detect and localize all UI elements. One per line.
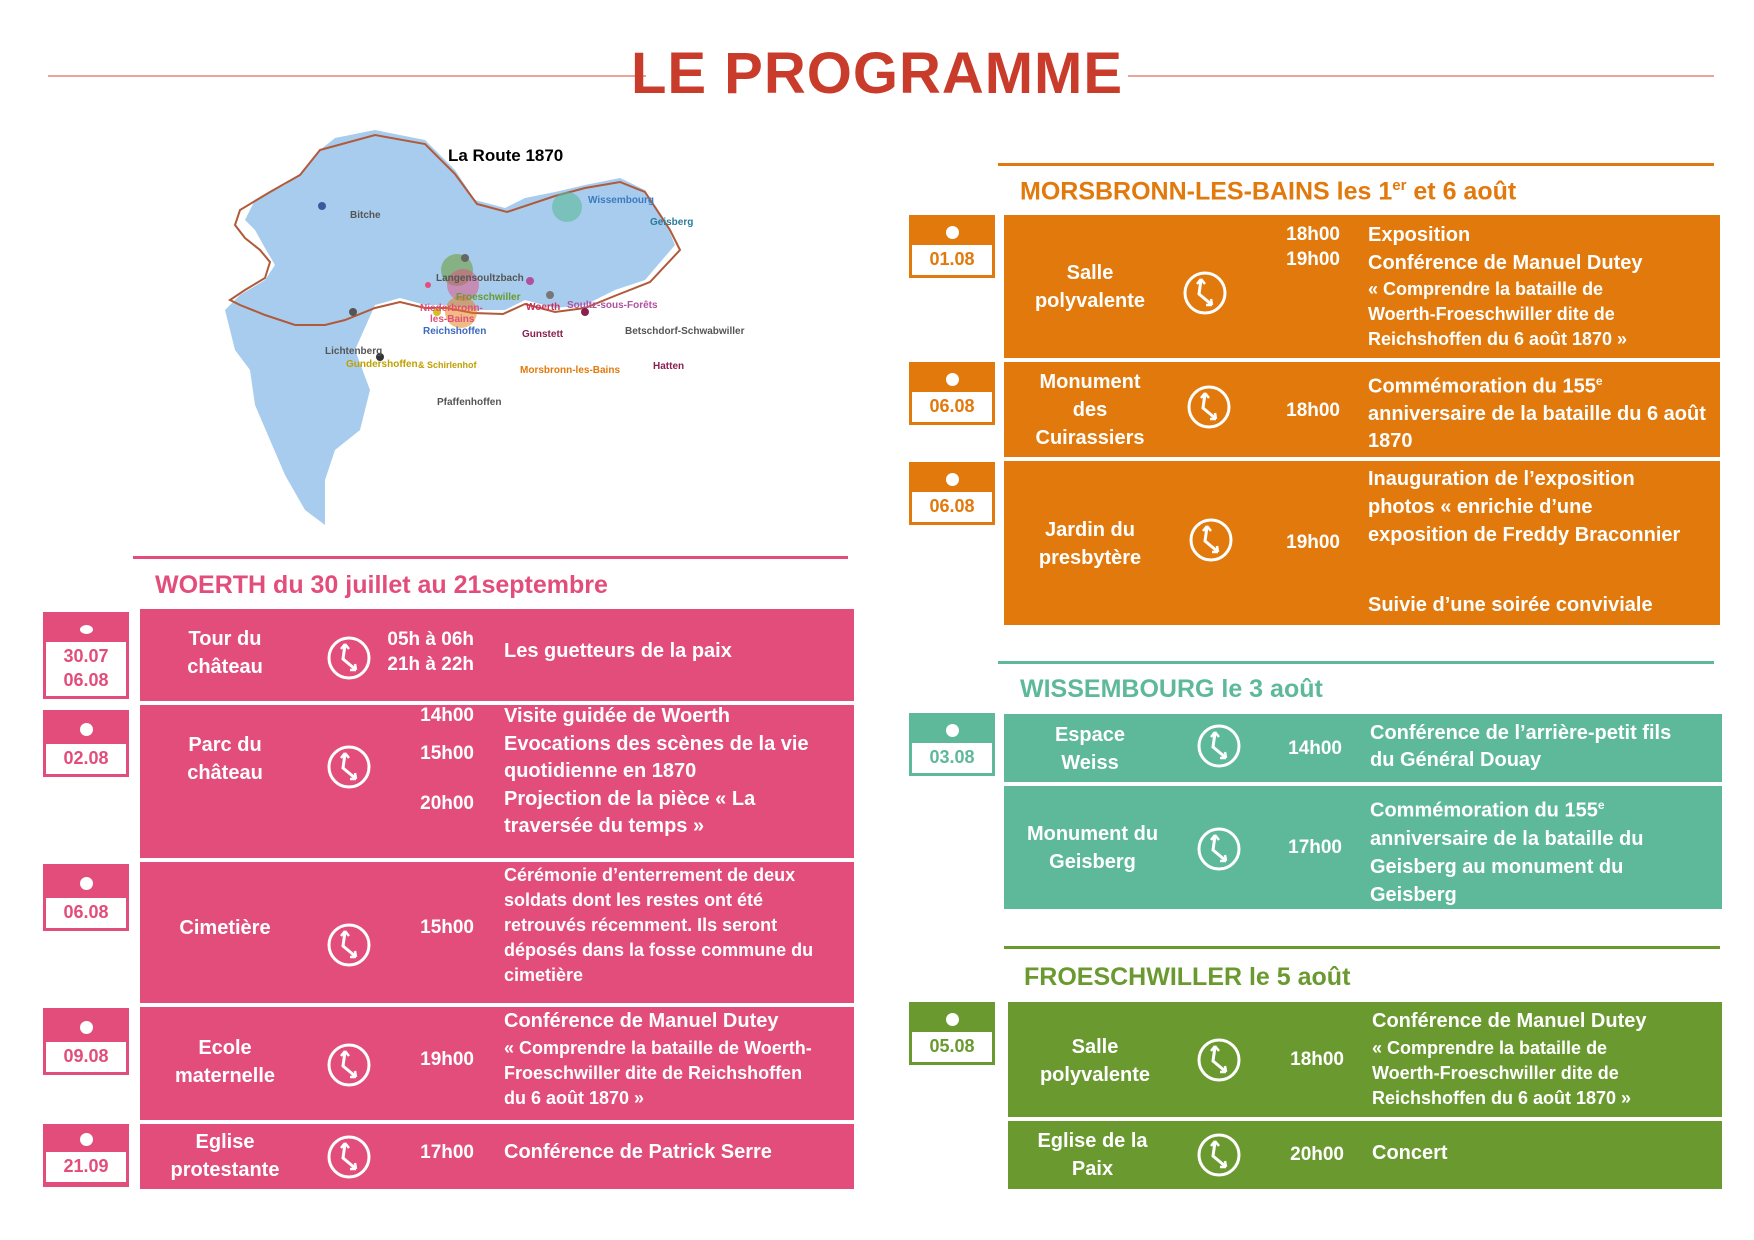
event-desc: Commémoration du 155e anniversaire de la bataille du Geisberg au monument du Geisberg: [1370, 798, 1644, 906]
clock-icon: [326, 922, 372, 968]
clock-icon: [1186, 384, 1232, 430]
time-label: 18h00: [1290, 1049, 1344, 1070]
date-badge: 06.08: [909, 362, 995, 425]
time-label: 18h00 19h00: [1286, 224, 1340, 270]
time-label: 17h00: [420, 1142, 474, 1163]
date-badge: 09.08: [43, 1008, 129, 1075]
event-desc: « Comprendre la bataille de Woerth-Froeschwiller dite de Reichshoffen du 6 août 1870 »: [504, 1038, 812, 1108]
clock-icon: [1196, 1037, 1242, 1083]
time-label: 20h00: [420, 793, 474, 814]
woerth-rule: [133, 556, 848, 559]
event-desc: Les guetteurs de la paix: [504, 640, 732, 662]
map-title: La Route 1870: [448, 146, 564, 165]
time-label: 15h00: [420, 743, 474, 764]
event-desc: « Comprendre la bataille de Woerth-Froeschwiller dite de Reichshoffen du 6 août 1870 »: [1368, 279, 1628, 349]
event-desc: Conférence de Manuel Dutey: [504, 1010, 779, 1032]
event-desc: Inauguration de l’exposition photos « enrichie d’une exposition de Freddy Braconnier: [1368, 468, 1681, 546]
wissembourg-rule: [998, 661, 1714, 664]
event-desc: Cérémonie d’enterrement de deux soldats dont les restes ont été retrouvés récemment. Ils seront déposés dans la fosse commune du cimetière: [504, 865, 814, 985]
event-desc: Suivie d’une soirée conviviale: [1368, 594, 1653, 616]
froeschwiller-rule: [1004, 946, 1720, 949]
date-badge: 06.08: [43, 864, 129, 931]
date-badge: 01.08: [909, 215, 995, 278]
clock-icon: [1196, 1132, 1242, 1178]
time-label: 18h00: [1286, 400, 1340, 421]
event-desc: « Comprendre la bataille de Woerth-Froeschwiller dite de Reichshoffen du 6 août 1870 »: [1372, 1038, 1632, 1108]
date-badge: 06.08: [909, 462, 995, 525]
place-label: Monument des Cuirassiers: [1035, 371, 1145, 449]
place-label: Monument du Geisberg: [1026, 823, 1159, 873]
place-label: Espace Weiss: [1054, 724, 1126, 774]
place-label: Tour du château: [187, 628, 263, 678]
date-badge: 02.08: [43, 710, 129, 777]
event-desc: Conférence de Manuel Dutey: [1372, 1010, 1647, 1032]
clock-icon: [1196, 826, 1242, 872]
clock-icon: [326, 744, 372, 790]
event-desc: Concert: [1372, 1142, 1448, 1164]
geisberg-marker: [552, 192, 582, 222]
date-badge: 30.07 06.08: [43, 612, 129, 699]
event-desc: Visite guidée de Woerth: [504, 705, 730, 727]
event-desc: Conférence de l’arrière-petit fils du Général Douay: [1370, 722, 1672, 771]
clock-icon: [1196, 723, 1242, 769]
date-badge: 21.09: [43, 1124, 129, 1187]
event-desc: Commémoration du 155e anniversaire de la bataille du 6 août 1870: [1368, 374, 1706, 452]
event-desc: Conférence de Patrick Serre: [504, 1141, 772, 1163]
time-label: 14h00: [1288, 738, 1342, 759]
clock-icon: [326, 1134, 372, 1180]
place-label: Eglise protestante: [170, 1131, 280, 1181]
event-desc: Evocations des scènes de la vie quotidienne en 1870: [504, 733, 809, 782]
time-label: 17h00: [1288, 837, 1342, 858]
clock-icon: [1188, 517, 1234, 563]
page-title: LE PROGRAMME: [630, 41, 1124, 106]
woerth-title: WOERTH du 30 juillet au 21septembre: [155, 571, 608, 599]
event-desc: Exposition: [1368, 224, 1471, 246]
place-label: Cimetière: [179, 917, 271, 939]
time-label: 19h00: [1286, 532, 1340, 553]
event-desc: Conférence de Manuel Dutey: [1368, 252, 1643, 274]
froeschwiller-title: FROESCHWILLER le 5 août: [1024, 963, 1351, 991]
place-label: Eglise de la Paix: [1037, 1130, 1148, 1180]
date-badge: 03.08: [909, 713, 995, 776]
time-label: 20h00: [1290, 1144, 1344, 1165]
time-label: 15h00: [420, 917, 474, 938]
time-label: 05h à 06h 21h à 22h: [387, 629, 474, 675]
time-label: 14h00: [420, 705, 474, 726]
event-desc: Projection de la pièce « La traversée du temps »: [504, 788, 756, 837]
clock-icon: [1182, 270, 1228, 316]
bitche-dot: [318, 202, 326, 210]
place-label: Ecole maternelle: [174, 1037, 276, 1087]
clock-icon: [326, 1042, 372, 1088]
place-label: Parc du château: [187, 734, 263, 784]
morsbronn-title: MORSBRONN-LES-BAINS les 1er et 6 août: [1020, 177, 1517, 206]
time-label: 19h00: [420, 1049, 474, 1070]
place-label: Jardin du presbytère: [1038, 519, 1142, 569]
wissembourg-title: WISSEMBOURG le 3 août: [1020, 675, 1323, 703]
date-badge: 05.08: [909, 1002, 995, 1065]
clock-icon: [326, 635, 372, 681]
place-label: Salle polyvalente: [1034, 262, 1146, 312]
place-label: Salle polyvalente: [1039, 1036, 1151, 1086]
morsbronn-rule: [998, 163, 1714, 166]
